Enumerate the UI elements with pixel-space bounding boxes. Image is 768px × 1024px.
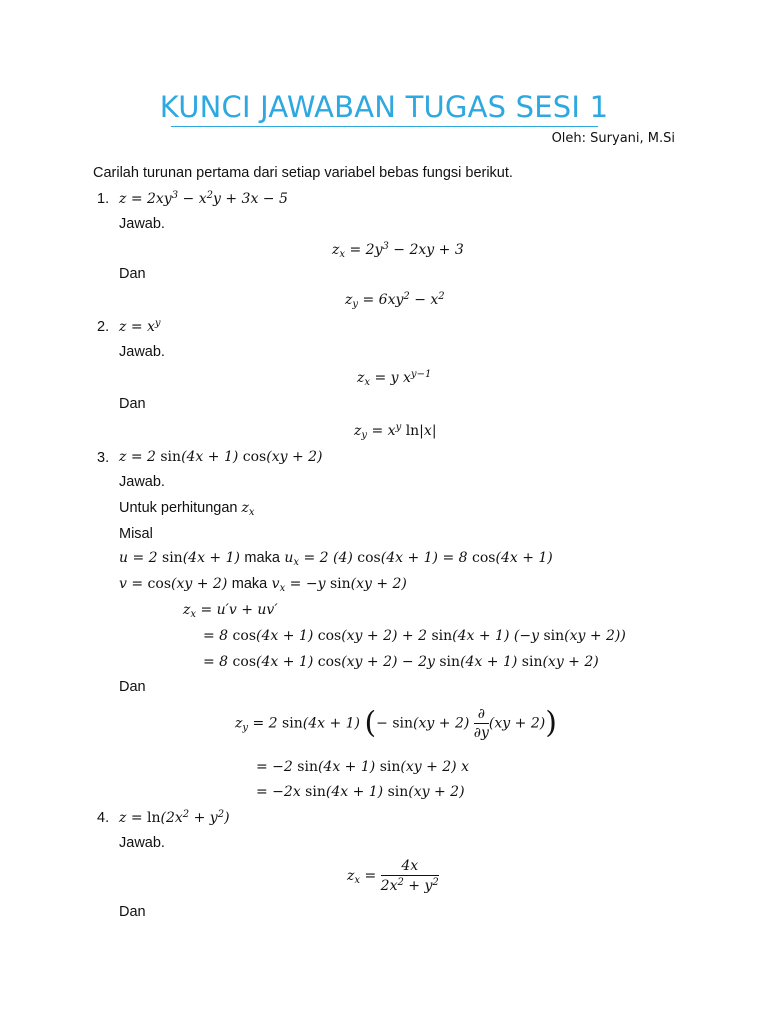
author: Oleh: Suryani, M.Si (551, 131, 675, 146)
problem-1-zx: $z_x = 2y^3 - 2xy + 3$ (332, 241, 464, 260)
problem-3-zx-rule: $z_x = u'v + uv'$ (183, 602, 278, 620)
problem-4-zx: $z_x$ = $\frac{4x}{2x^2 + y^2}$ (347, 858, 439, 894)
jawab-label: Jawab. (119, 216, 165, 232)
misal-label: Misal (119, 526, 153, 542)
jawab-label: Jawab. (119, 344, 165, 360)
problem-2-zy: $z_y = x^y$ ln|x| (354, 422, 437, 441)
misal-v: v = cos(xy + 2) maka $v_x = -y$ sin(xy + 2) (119, 576, 407, 594)
misal-u: u = 2 sin(4x + 1) maka $u_x = 2$ (4) cos(4x + 1) = 8 cos(4x + 1) (119, 550, 553, 568)
problem-2-function: $z = x^y$ (119, 318, 161, 335)
problem-number: 3. (97, 450, 110, 466)
jawab-label: Jawab. (119, 835, 165, 851)
problem-3-zy-step2: = −2x sin(4x + 1) sin(xy + 2) (256, 784, 465, 800)
page-title: KUNCI JAWABAN TUGAS SESI 1 (159, 90, 609, 124)
problem-number: 2. (97, 319, 110, 335)
untuk-perhitungan (119, 500, 255, 518)
title-underline (171, 126, 598, 127)
zx-symbol: $z_x$ (241, 500, 255, 518)
dan-label: Dan (119, 266, 146, 282)
problem-3-zx-step2: = 8 cos(4x + 1) cos(xy + 2) − 2y sin(4x + 1) sin(xy + 2) (203, 654, 599, 670)
problem-3-zy: $z_y = 2$ sin(4x + 1) (− sin(xy + 2) $\frac{\partial}{\partial y}$ (xy + 2)) (235, 705, 557, 741)
instruction: Carilah turunan pertama dari setiap variabel bebas fungsi berikut. (93, 165, 513, 181)
problem-number: 1. (97, 191, 110, 207)
problem-3-zx-step1: = 8 cos(4x + 1) cos(xy + 2) + 2 sin(4x + 1) (−y sin(xy + 2)) (203, 628, 626, 644)
problem-4-function: $z = \ln(2x^2 + y^2)$ (119, 809, 230, 826)
dan-label: Dan (119, 396, 146, 412)
problem-number: 4. (97, 810, 110, 826)
problem-3-zy-step1: = −2 sin(4x + 1) sin(xy + 2) x (256, 759, 469, 775)
problem-2-zx: $z_x = y$ $x^{y-1}$ (357, 369, 432, 388)
untuk-label: Untuk perhitungan (119, 500, 238, 516)
jawab-label: Jawab. (119, 474, 165, 490)
dan-label: Dan (119, 679, 146, 695)
dan-label: Dan (119, 904, 146, 920)
problem-1-zy: $z_y = 6xy^2 - x^2$ (345, 291, 445, 310)
problem-3-function: z = 2 sin(4x + 1) cos(xy + 2) (119, 449, 323, 465)
problem-1-function: $z = 2xy^3 - x^2y + 3x - 5$ (119, 190, 288, 207)
